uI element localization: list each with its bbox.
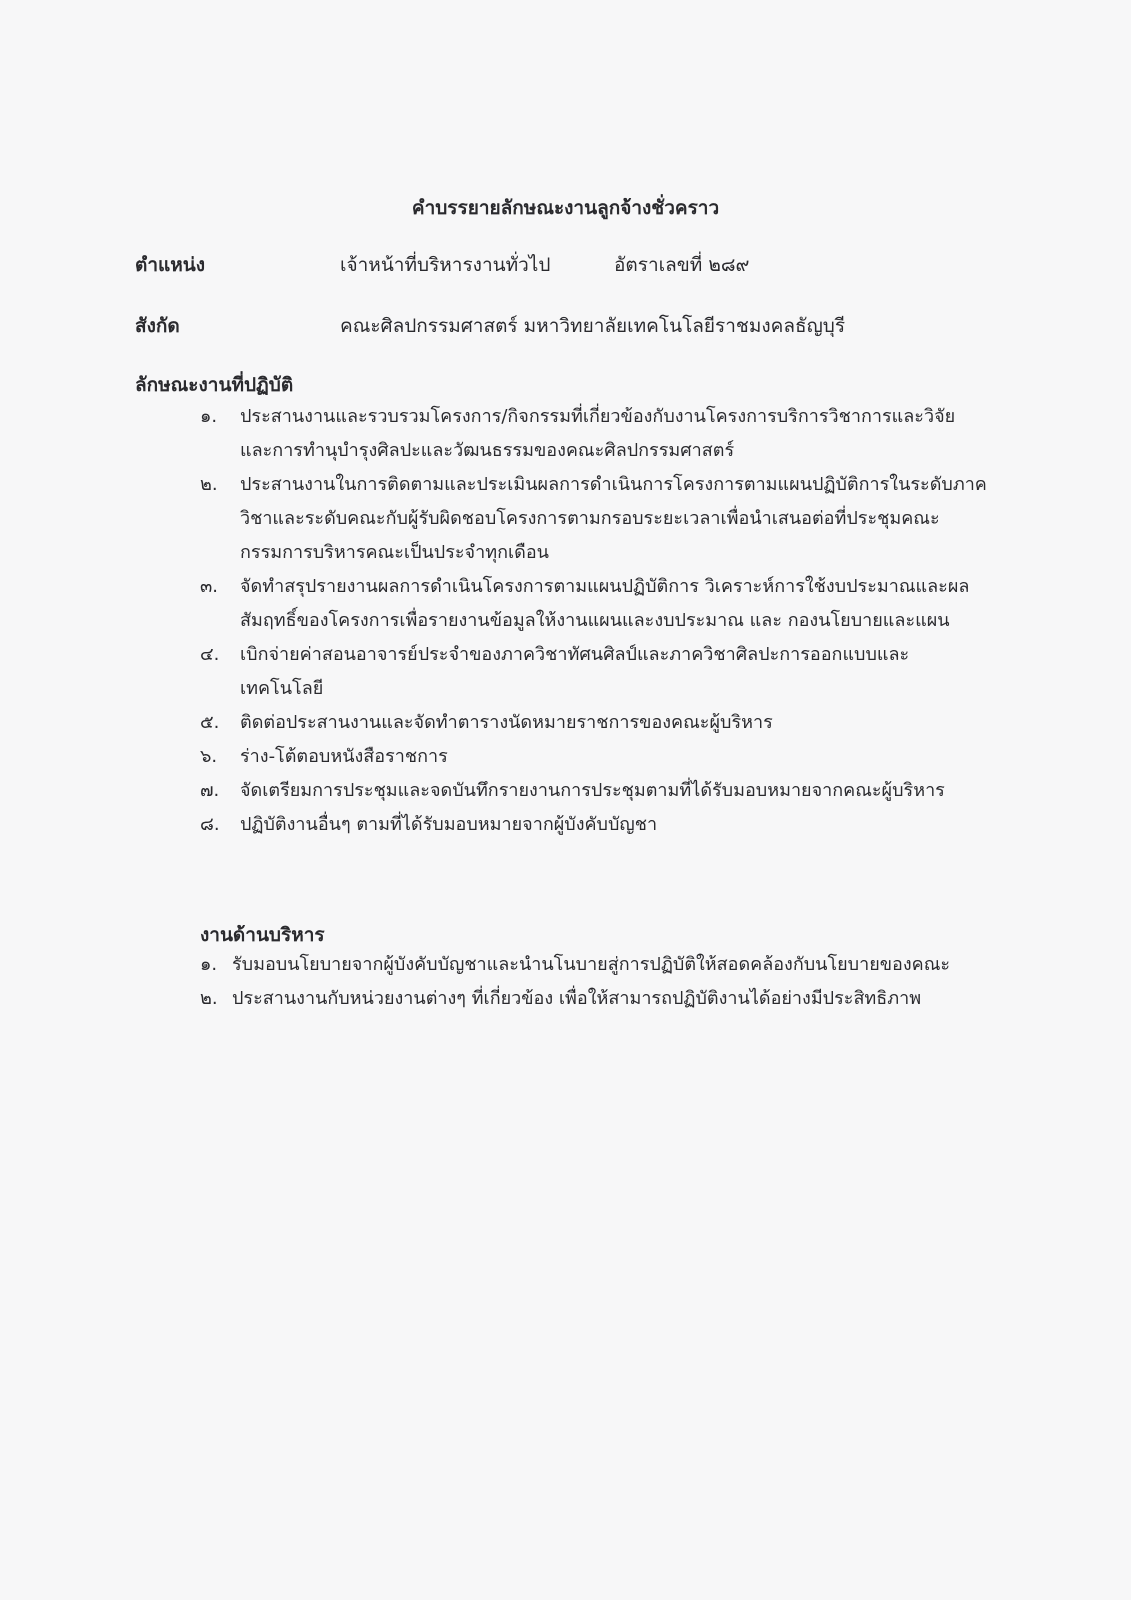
duty-text: ประสานงานและรวบรวมโครงการ/กิจกรรมที่เกี่ยวข้องกับงานโครงการบริการวิชาการและวิจัย และการทำนุบำรุงศิลปะและวัฒนธรรมของคณะศิลปกรรมศาสตร์: [240, 406, 956, 461]
duty-item: [200, 740, 990, 774]
duty-number: ๕.: [200, 712, 220, 733]
duties-list: [200, 400, 990, 842]
duty-item: [200, 638, 990, 706]
admin-number: ๒.: [200, 988, 218, 1009]
duty-item: [200, 808, 990, 842]
duties-heading: ลักษณะงานที่ปฏิบัติ: [135, 374, 294, 396]
duty-number: ๘.: [200, 814, 220, 835]
duty-item: [200, 468, 990, 570]
rate-number: อัตราเลขที่ ๒๘๙: [614, 254, 750, 276]
admin-list: [200, 948, 1000, 1016]
document-title: คำบรรยายลักษณะงานลูกจ้างชั่วคราว: [411, 197, 720, 219]
duty-item: [200, 706, 990, 740]
duty-text: เบิกจ่ายค่าสอนอาจารย์ประจำของภาควิชาทัศนศิลป์และภาควิชาศิลปะการออกแบบและเทคโนโลยี: [240, 644, 910, 699]
admin-heading: งานด้านบริหาร: [200, 924, 325, 946]
position-label: ตำแหน่ง: [135, 254, 206, 276]
duty-text: จัดทำสรุปรายงานผลการดำเนินโครงการตามแผนปฏิบัติการ วิเคราะห์การใช้งบประมาณและผลสัมฤทธิ์ของโครงการเพื่อรายงานข้อมูลให้งานแผนและงบประมาณ และ กองนโยบายและแผน: [240, 576, 970, 631]
admin-item: [200, 982, 1000, 1016]
affiliation-value: คณะศิลปกรรมศาสตร์ มหาวิทยาลัยเทคโนโลยีราชมงคลธัญบุรี: [340, 315, 846, 337]
duty-number: ๒.: [200, 474, 218, 495]
duty-text: ปฏิบัติงานอื่นๆ ตามที่ได้รับมอบหมายจากผู้บังคับบัญชา: [240, 814, 658, 835]
admin-text: ประสานงานกับหน่วยงานต่างๆ ที่เกี่ยวข้อง เพื่อให้สามารถปฏิบัติงานได้อย่างมีประสิทธิภาพ: [232, 988, 922, 1009]
affiliation-label: สังกัด: [135, 315, 180, 337]
duty-text: ประสานงานในการติดตามและประเมินผลการดำเนินการโครงการตามแผนปฏิบัติการในระดับภาควิชาและระดับคณะกับผู้รับผิดชอบโครงการตามกรอบระยะเวลาเพื่อนำเสนอต่อที่ประชุมคณะกรรมการบริหารคณะเป็นประจำทุกเดือน: [240, 474, 987, 563]
position-value: เจ้าหน้าที่บริหารงานทั่วไป: [340, 254, 551, 276]
duty-item: [200, 400, 990, 468]
duty-item: [200, 774, 990, 808]
duty-number: ๔.: [200, 644, 220, 665]
admin-item: [200, 948, 1000, 982]
duty-text: ร่าง-โต้ตอบหนังสือราชการ: [240, 746, 448, 767]
duty-number: ๗.: [200, 780, 220, 801]
duty-number: ๖.: [200, 746, 218, 767]
duty-item: [200, 570, 990, 638]
duty-text: จัดเตรียมการประชุมและจดบันทึกรายงานการประชุมตามที่ได้รับมอบหมายจากคณะผู้บริหาร: [240, 780, 945, 801]
admin-text: รับมอบนโยบายจากผู้บังคับบัญชาและนำนโนบายสู่การปฏิบัติให้สอดคล้องกับนโยบายของคณะ: [232, 954, 951, 975]
duty-text: ติดต่อประสานงานและจัดทำตารางนัดหมายราชการของคณะผู้บริหาร: [240, 712, 773, 733]
duty-number: ๓.: [200, 576, 219, 597]
duty-number: ๑.: [200, 406, 218, 427]
admin-number: ๑.: [200, 954, 218, 975]
